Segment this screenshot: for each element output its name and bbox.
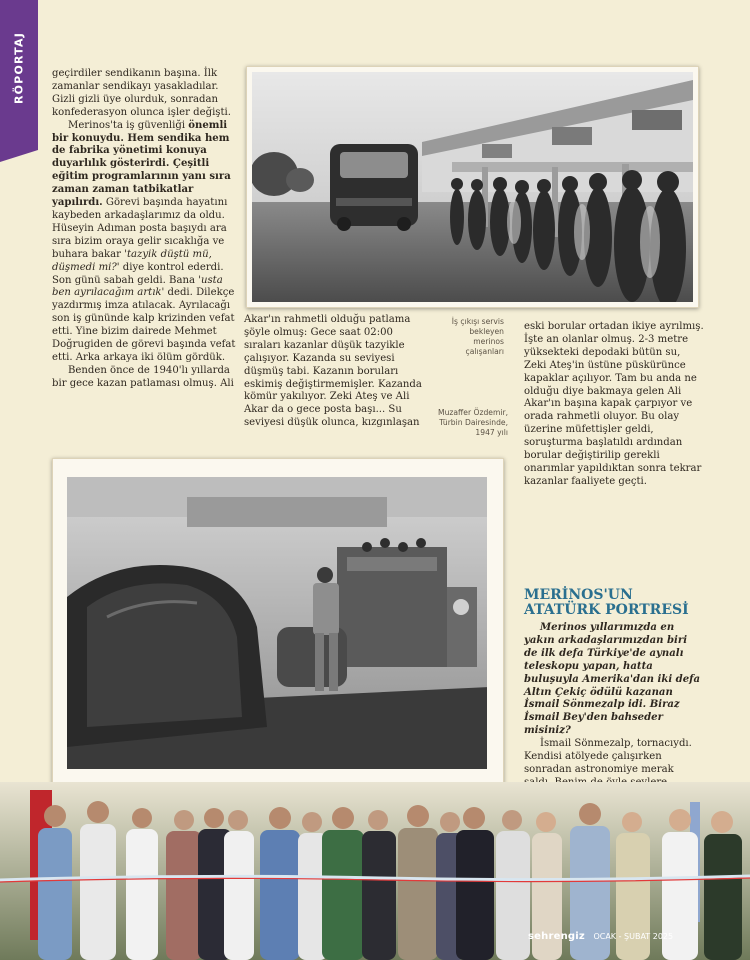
text-run: Merinos'ta iş güvenliği [68, 119, 189, 131]
magazine-brand: sehrengiz [528, 931, 585, 942]
text-column-2 [244, 314, 426, 430]
caption-turbine-photo: Muzaffer Özdemir, Türbin Dairesinde, 1947 yılı [438, 408, 508, 437]
paragraph: eski borular ortadan ikiye ayrılmış. İşte an olanlar olmuş. 2-3 metre yüksekteki depodaki bütün su, Zeki Ateş'in üstüne püskürünce kapaklar açılıyor. Tam bu anda ne olduğu diye bakmaya gelen Ali Akar'ın başına kapak çarpıyor ve orada rahmetli oluyor. Bu olay üzerine müfettişler geldi, soruşturma başlatıldı ardından borular değiştirilip gerekli onarımlar yapıldıktan sonra tekrar kazanlar faaliyete geçti. [524, 321, 704, 487]
quote-run: 'tazyik düştü mü, düşmedi mi?' [52, 248, 212, 273]
bold-run: önemli bir konuydu. Hem sendika hem de fabrika yönetimi konuya duyarlılık gösterirdi. Çeşitli eğitim programlarının yanı sıra zaman zaman tatbikatlar yapılırdı. [52, 119, 231, 209]
paragraph: geçirdiler sendikanın başına. İlk zamanlar sendikayı yasakladılar. Gizli gizli üye olurduk, sonradan konfederasyon olunca işler değişti. [52, 68, 231, 118]
text-run: diye kontrol ederdi. Son günü sabah geldi. Bana [52, 261, 224, 286]
text-run: Görevi başında hayatını kaybeden arkadaşlarımız da oldu. Hüseyin Adıman posta başıydı ara sıra bizim oraya gelir sıcaklığa ve buhara bakar [52, 197, 228, 260]
page-footer [528, 931, 738, 942]
footer-separator [588, 932, 591, 941]
photo-turbine-room [52, 458, 504, 788]
subheading: MERİNOS'UN ATATÜRK PORTRESİ [524, 587, 689, 618]
photo-image [67, 477, 487, 769]
interview-answer: İsmail Sönmezalp, tornacıydı. Kendisi atölyede çalışırken sonradan astronomiye merak [524, 738, 692, 775]
interview-question: Merinos yıllarımızda en yakın arkadaşlarımızdan biri de ilk defa Türkiye'de aynalı teleskopu yapan, hatta buluşuyla Amerika'dan iki defa Altın Çekiç ödülü kazanan İsmail Sönmezalp idi. Biraz İsmail Bey'den bahseder misiniz? [524, 622, 701, 737]
text-column-3 [524, 321, 704, 489]
text-column-1 [52, 68, 237, 391]
quote-run: 'usta ben ayrılacağım artık' [52, 274, 223, 299]
paragraph [52, 120, 237, 365]
issue-date: OCAK - ŞUBAT 2025 [593, 932, 674, 941]
text-run: dedi. Dilekçe yazdırmış imza atılacak. Ayrılacağı son iş gününde kalp krizinden vefat etti. Yine bizim dairede Mehmet Doğrugiden de görevi başında vefat etti. Arka arkaya iki ölüm gördük. [52, 287, 236, 363]
photo-workers-waiting-bus [246, 66, 699, 308]
bus-scene-illustration [252, 72, 693, 302]
section-tab [0, 0, 38, 150]
caption-top-photo: İş çıkışı servis bekleyen merinos çalışanları [451, 317, 504, 356]
photo-image [252, 72, 693, 302]
paragraph: Akar'ın rahmetli olduğu patlama şöyle olmuş: Gece saat 02:00 sıraları kazanlar düşük tazyikle çalışıyor. Kazanda su seviyesi düşmüş tabi. Kazanın boruları eskimiş değiştirmemişler. Kazanda kömür yakılıyor. Zeki Ateş ve Ali Akar da o gece posta başı... Su seviyesi düşük olunca, kızgınlaşan [244, 314, 422, 429]
section-label: RÖPORTAJ [12, 31, 26, 105]
paragraph: Benden önce de 1940'lı yıllarda bir gece kazan patlaması olmuş. Ali [52, 364, 234, 389]
turbine-illustration [67, 477, 487, 769]
